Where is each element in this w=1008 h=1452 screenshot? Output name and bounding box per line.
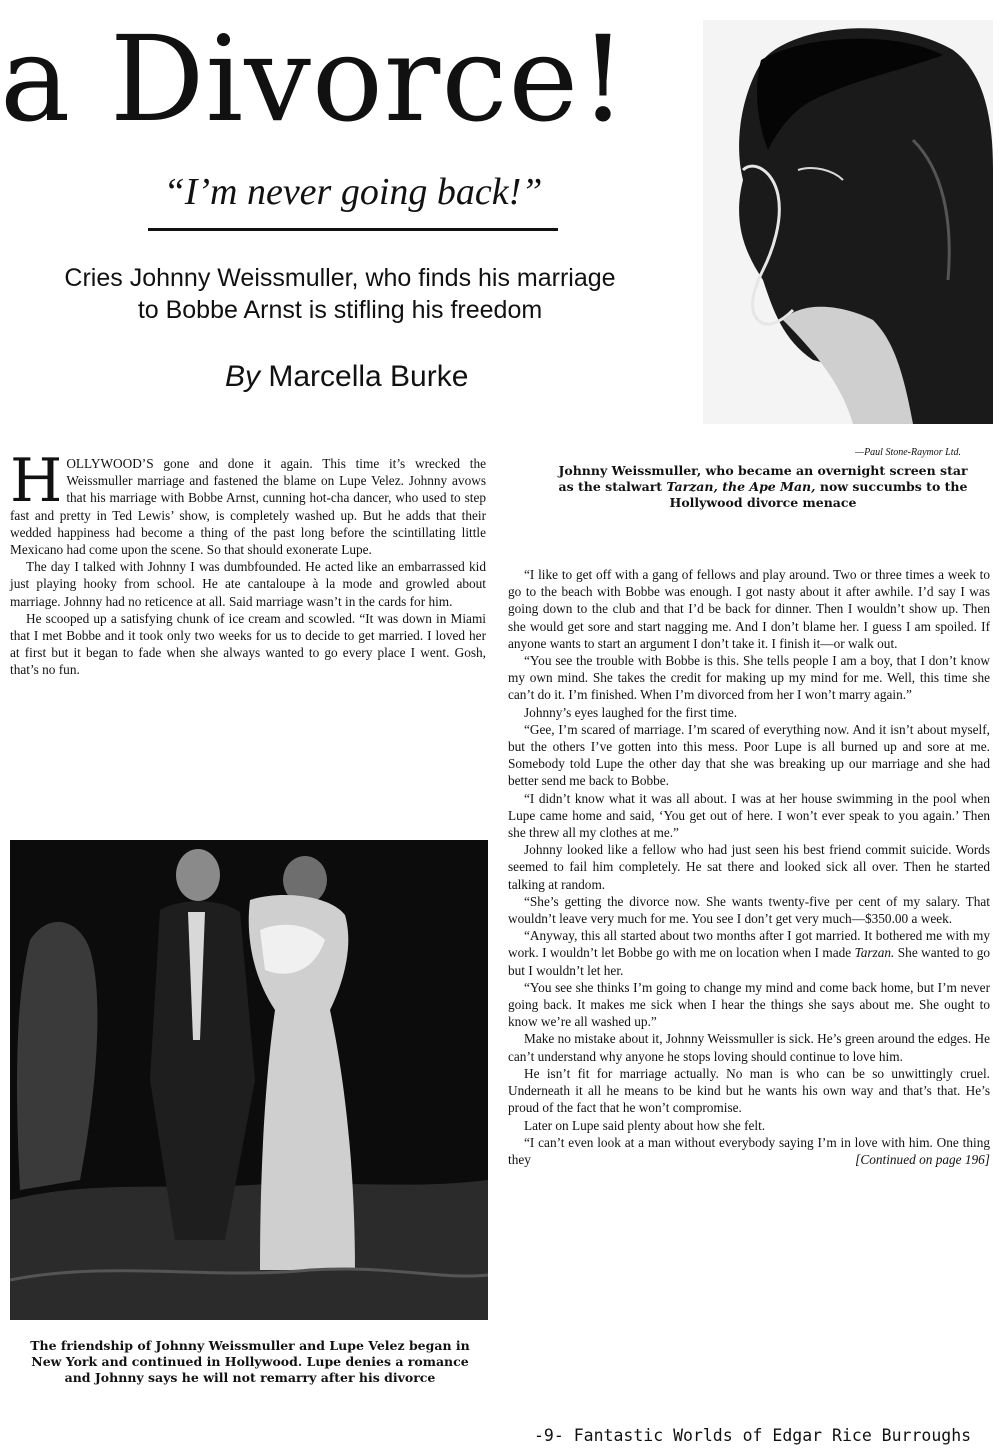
right-paragraph-4: “Gee, I’m scared of marriage. I’m scared of everything now. And it isn’t about myself, but the others I’ve gotten into this mess. Poor Lupe is all burned up and sore at me. Somebody told Lupe the other day that she was breaking up our marriage and she had better send me back to Bobbe. xyxy=(508,721,990,789)
right-column xyxy=(508,566,990,1168)
portrait-caption-text-b: now succumbs to the Hollywood divorce menace xyxy=(669,479,968,510)
right-paragraph-5: “I didn’t know what it was all about. I was at her house swimming in the pool when Lupe came home and said, ‘You get out of here. I won’t ever speak to you again.’ Then she threw all my clothes at me.” xyxy=(508,790,990,841)
portrait-photo xyxy=(703,20,993,424)
photo-credit: —Paul Stone-Raymor Ltd. xyxy=(855,447,961,458)
right-paragraph-8b: She wanted to go but I wouldn’t let her. xyxy=(508,945,990,978)
quote-underline xyxy=(148,228,558,231)
night-photo xyxy=(10,840,488,1320)
deck xyxy=(40,262,640,326)
right-paragraph-13-text: “I can’t even look at a man without everybody saying I’m in love with him. One thing they xyxy=(508,1134,990,1167)
right-paragraph-12: Later on Lupe said plenty about how she felt. xyxy=(524,1117,766,1133)
right-paragraph-10: Make no mistake about it, Johnny Weissmuller is sick. He’s green around the edges. He can’t understand why anyone he stops loving should continue to love him. xyxy=(508,1031,990,1064)
byline-name: Marcella Burke xyxy=(260,360,469,393)
right-paragraph-8a: “Anyway, this all started about two months after I got married. It bothered me with my work. I wouldn’t let Bobbe go with me on location when I made xyxy=(508,928,990,961)
right-paragraph-7: “She’s getting the divorce now. She wants twenty-five per cent of my salary. That wouldn’t leave very much for me. You see I don’t get very much—$350.00 a week. xyxy=(508,893,990,927)
right-paragraph-3: Johnny’s eyes laughed for the first time. xyxy=(524,704,738,720)
left-paragraph-1: OLLYWOOD’S gone and done it again. This time it’s wrecked the Weissmuller marriage and fastened the blame on Lupe Velez. Johnny avows that his marriage with Bobbe Arnst, cunning hot-cha dancer, who used to step fast and pretty in Ted Lewis’ show, is completely washed up. But he adds that their wedded happiness had become a thing of the past long before the scintillating little Mexicano had come upon the scene. So that should exonerate Lupe. xyxy=(10,456,486,558)
drop-cap: H xyxy=(10,446,63,516)
night-photo-illustration xyxy=(10,840,488,1320)
pull-quote: “I’m never going back!” xyxy=(163,171,543,213)
right-paragraph-1: “I like to get off with a gang of fellows and play around. Two or three times a week to go to the beach with Bobbe was enough. I got nasty about it after awhile. I’d say I was going down to the club and that I’d be back for dinner. Then I wouldn’t show up. Then she would get sore and start nagging me. And I don’t blame her. I guess I am spoiled. If anyone wants to start an argument I don’t take it. I finish it—or walk out. xyxy=(508,567,990,651)
page-footer: -9- Fantastic Worlds of Edgar Rice Burroughs xyxy=(534,1426,972,1445)
portrait-caption-film-title: Tarzan, the Ape Man, xyxy=(666,479,816,494)
continued-note: [Continued on page 196] xyxy=(855,1151,990,1167)
portrait-illustration xyxy=(703,20,993,424)
right-paragraph-11: He isn’t fit for marriage actually. No man is who can be so unwittingly cruel. Underneath it all he means to be kind but he wants his own way and that’s that. He’s proud of the fact that he won’t compromise. xyxy=(508,1065,990,1116)
portrait-caption xyxy=(558,463,968,511)
night-photo-caption: The friendship of Johnny Weissmuller and Lupe Velez began in New York and continued in Hollywood. Lupe denies a romance and Johnny says he will not remarry after his divorce xyxy=(30,1338,470,1385)
byline-prefix: By xyxy=(225,360,261,393)
right-paragraph-6: Johnny looked like a fellow who had just seen his best friend commit suicide. Words seemed to fail him completely. He sat there and looked sick all over. Then he started talking at random. xyxy=(508,842,990,892)
right-paragraph-9: “You see she thinks I’m going to change my mind and come back home, but I’m never going back. It makes me sick when I hear the things she says about me. She ought to know we’re all washed up.” xyxy=(508,979,990,1030)
left-paragraph-2: The day I talked with Johnny I was dumbfounded. He acted like an embarrassed kid just playing hooky from school. He ate cantaloupe à la mode and growled about marriage. Johnny had no reticence at all. Said marriage wasn’t in the cards for him. xyxy=(10,559,486,609)
right-paragraph-2: “You see the trouble with Bobbe is this. She tells people I am a boy, that I don’t know my own mind. She takes the credit for making up my mind for me. Well, this time she can’t do it. I’m finished. When I’m divorced from her I won’t marry again.” xyxy=(508,653,990,703)
deck-line-2: to Bobbe Arnst is stifling his freedom xyxy=(137,296,543,324)
right-paragraph-8 xyxy=(508,927,990,979)
deck-line-1: Cries Johnny Weissmuller, who finds his marriage xyxy=(64,264,616,292)
right-paragraph-8-film-title: Tarzan. xyxy=(854,945,895,961)
portrait-caption-text-a: Johnny Weissmuller, who became an overnight screen star as the stalwart xyxy=(558,463,968,494)
left-column xyxy=(10,446,486,679)
left-paragraph-3: He scooped up a satisfying chunk of ice cream and scowled. “It was down in Miami that I met Bobbe and it took only two weeks for us to decide to get married. I loved her at first but it began to fade when she always wanted to go every place I went. Gosh, that’s no fun. xyxy=(10,610,486,678)
byline xyxy=(225,360,525,394)
right-paragraph-13 xyxy=(508,1134,990,1168)
headline: a Divorce! xyxy=(0,10,628,148)
